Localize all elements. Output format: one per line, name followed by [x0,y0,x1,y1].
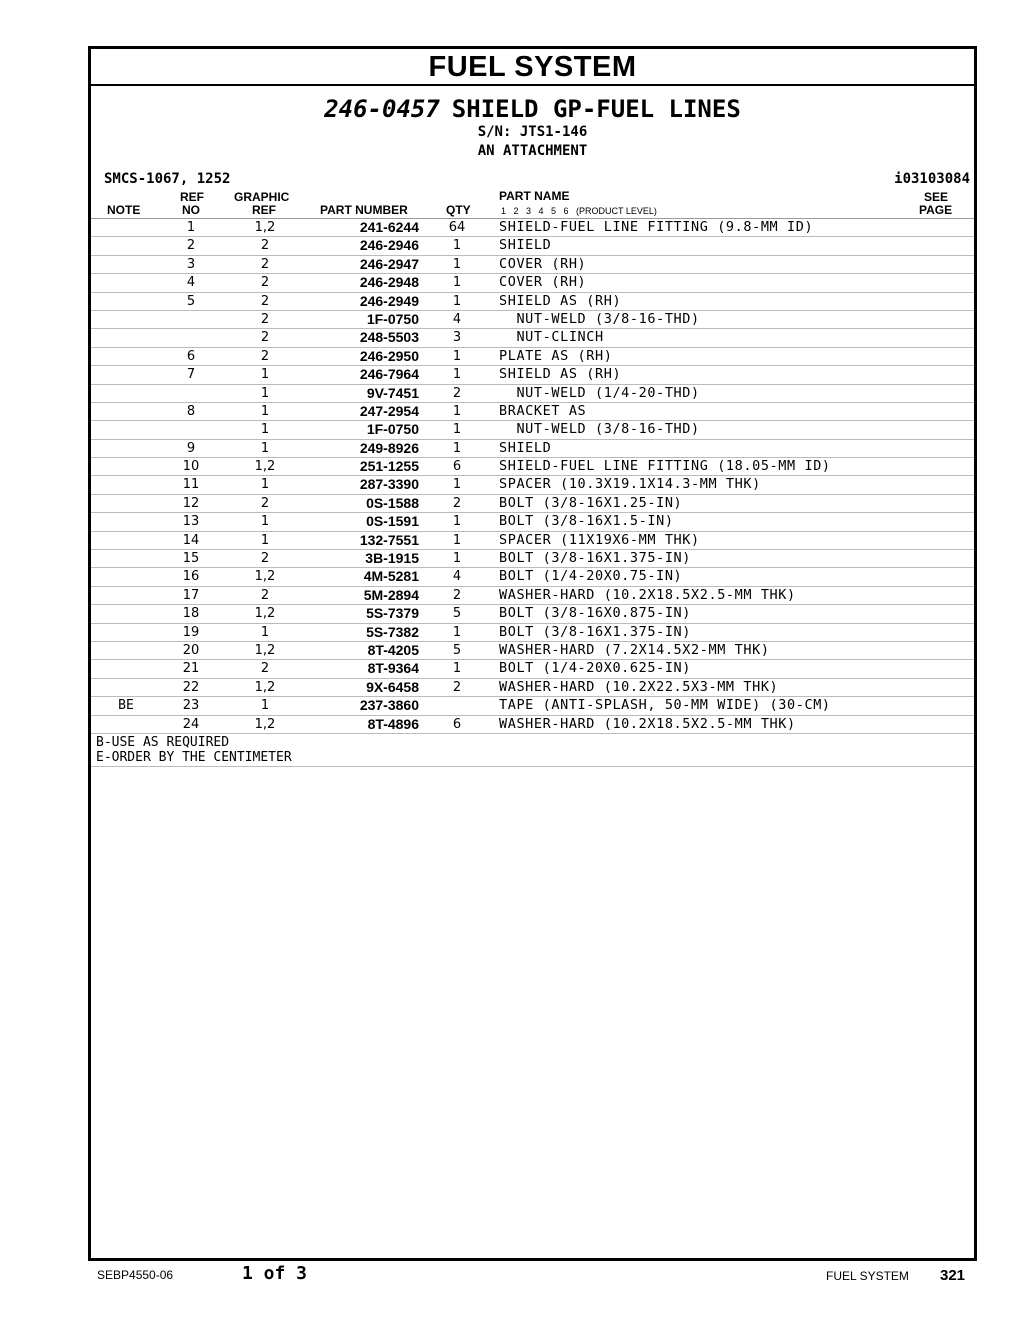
table-row [91,403,974,421]
row-ref-number: 4 [186,275,196,291]
row-part-number: 246-7964 [359,366,419,383]
row-graphic-ref: 2 [260,661,270,677]
row-ref-number: 19 [182,624,200,640]
row-part-number: 246-2950 [359,347,419,364]
table-row [91,458,974,476]
table-header [91,190,974,219]
row-part-number: 237-3860 [359,697,419,714]
row-graphic-ref: 1 [260,477,270,493]
table-row [91,385,974,403]
table-row [91,624,974,642]
row-part-name: WASHER-HARD (10.2X22.5X3-MM THK) [499,678,779,695]
row-graphic-ref: 1,2 [254,716,276,732]
row-qty: 1 [452,514,462,530]
row-part-name: BOLT (1/4-20X0.625-IN) [499,660,692,677]
row-part-number: 247-2954 [359,402,419,419]
row-part-number: 0S-1588 [366,494,419,511]
row-ref-number: 6 [186,348,196,364]
row-qty: 64 [448,220,466,235]
row-qty: 1 [452,477,462,493]
row-part-name: NUT-WELD (1/4-20-THD) [499,384,700,401]
row-graphic-ref: 2 [260,495,270,511]
row-ref-number: 21 [182,661,200,677]
smcs-code: SMCS-1067, 1252 [104,171,231,187]
row-part-name: SHIELD [499,439,552,456]
row-ref-number: 20 [182,642,200,658]
row-graphic-ref: 1 [260,440,270,456]
row-ref-number: 16 [182,569,200,585]
row-part-name: COVER (RH) [499,274,587,291]
header-graphic-top: GRAPHIC [234,190,290,204]
row-qty: 2 [452,587,462,603]
row-ref-number: 7 [186,367,196,383]
header-qty: QTY [446,203,471,217]
row-qty: 1 [452,440,462,456]
row-qty: 6 [452,459,462,475]
row-qty: 4 [452,311,462,327]
table-row [91,274,974,292]
section-title: FUEL SYSTEM [91,49,974,86]
header-graphic-bottom: REF [252,203,276,217]
row-qty: 2 [452,495,462,511]
row-ref-number: 22 [182,679,200,695]
table-row [91,679,974,697]
row-part-number: 251-1255 [359,458,419,475]
row-part-name: PLATE AS (RH) [499,347,613,364]
row-ref-number: 2 [186,238,196,254]
row-qty: 1 [452,256,462,272]
row-ref-number: 12 [182,495,200,511]
row-qty: 2 [452,679,462,695]
row-part-name: NUT-CLINCH [499,329,604,346]
row-part-number: 132-7551 [359,531,419,548]
notes-block [91,734,974,767]
row-graphic-ref: 1 [260,403,270,419]
row-graphic-ref: 1,2 [254,459,276,475]
row-part-number: 248-5503 [359,329,419,346]
row-qty: 1 [452,275,462,291]
group-number: 246-0457 [324,95,440,123]
row-ref-number: 9 [186,440,196,456]
row-graphic-ref: 2 [260,587,270,603]
row-graphic-ref: 2 [260,551,270,567]
row-part-number: 8T-9364 [367,660,419,677]
row-part-name: BOLT (3/8-16X1.5-IN) [499,513,674,530]
row-graphic-ref: 1 [260,422,270,438]
row-part-number: 246-2946 [359,237,419,254]
table-row [91,642,974,660]
table-row [91,587,974,605]
row-ref-number: 14 [182,532,200,548]
row-ref-number: 5 [186,293,196,309]
row-qty: 2 [452,385,462,401]
row-graphic-ref: 2 [260,238,270,254]
row-graphic-ref: 1 [260,532,270,548]
row-part-name: BOLT (1/4-20X0.75-IN) [499,568,683,585]
table-row [91,476,974,494]
page-footer [0,1262,1020,1286]
row-qty: 6 [452,716,462,732]
row-qty: 1 [452,661,462,677]
row-graphic-ref: 2 [260,311,270,327]
row-part-name: BRACKET AS [499,402,587,419]
row-qty: 1 [452,403,462,419]
row-qty: 1 [452,293,462,309]
header-part-number: PART NUMBER [320,203,408,217]
row-ref-number: 15 [182,551,200,567]
row-part-name: WASHER-HARD (10.2X18.5X2.5-MM THK) [499,715,796,732]
row-part-name: BOLT (3/8-16X1.375-IN) [499,623,692,640]
footer-page-of: 1 of 3 [242,1263,308,1284]
table-row [91,348,974,366]
row-part-name: SPACER (10.3X19.1X14.3-MM THK) [499,476,761,493]
row-ref-number: 3 [186,256,196,272]
note-line: E-ORDER BY THE CENTIMETER [96,749,292,765]
row-part-number: 9V-7451 [366,384,419,401]
row-part-number: 3B-1915 [365,550,419,567]
row-part-number: 5M-2894 [363,586,419,603]
row-part-name: COVER (RH) [499,255,587,272]
row-graphic-ref: 1,2 [254,606,276,622]
parts-table [91,219,974,734]
footer-page-number: 321 [940,1267,966,1284]
row-qty: 1 [452,624,462,640]
row-part-name: SHIELD AS (RH) [499,366,622,383]
row-part-number: 5S-7382 [366,623,419,640]
row-part-number: 241-6244 [359,219,419,235]
group-title [91,95,974,123]
row-part-number: 5S-7379 [366,605,419,622]
row-part-number: 8T-4205 [367,641,419,658]
row-graphic-ref: 1,2 [254,679,276,695]
footer-doc-number: SEBP4550-06 [97,1268,174,1282]
row-part-number: 0S-1591 [366,513,419,530]
row-ref-number: 1 [186,220,196,235]
row-part-number: 9X-6458 [366,678,419,695]
header-note: NOTE [107,203,141,217]
row-part-number: 1F-0750 [366,310,419,327]
row-qty: 4 [452,569,462,585]
row-graphic-ref: 1,2 [254,569,276,585]
row-part-name: WASHER-HARD (10.2X18.5X2.5-MM THK) [499,586,796,603]
header-ref-bottom: NO [182,203,200,217]
header-see-top: SEE [924,190,949,204]
row-part-name: WASHER-HARD (7.2X14.5X2-MM THK) [499,641,770,658]
row-part-name: SHIELD-FUEL LINE FITTING (9.8-MM ID) [499,219,814,235]
row-qty: 1 [452,367,462,383]
row-qty: 3 [452,330,462,346]
row-part-name: SHIELD [499,237,552,254]
row-ref-number: 23 [182,698,200,714]
table-row [91,421,974,439]
table-row [91,550,974,568]
row-ref-number: 10 [182,459,200,475]
table-row [91,293,974,311]
smcs-row [91,168,974,190]
table-row [91,366,974,384]
group-name: SHIELD GP-FUEL LINES [451,95,741,123]
row-part-name: BOLT (3/8-16X1.375-IN) [499,550,692,567]
row-graphic-ref: 1 [260,514,270,530]
row-qty: 1 [452,348,462,364]
serial-number: S/N: JTS1-146 [477,124,588,140]
row-qty: 1 [452,238,462,254]
row-graphic-ref: 2 [260,275,270,291]
table-row [91,237,974,255]
row-graphic-ref: 1 [260,367,270,383]
row-note: BE [118,698,134,714]
row-part-name: SHIELD-FUEL LINE FITTING (18.05-MM ID) [499,458,831,475]
row-part-number: 246-2949 [359,292,419,309]
row-part-number: 287-3390 [359,476,419,493]
row-graphic-ref: 1 [260,624,270,640]
row-qty: 5 [452,606,462,622]
row-ref-number: 24 [182,716,200,732]
row-part-name: SHIELD AS (RH) [499,292,622,309]
row-part-name: TAPE (ANTI-SPLASH, 50-MM WIDE) (30-CM) [499,697,831,714]
row-part-number: 1F-0750 [366,421,419,438]
row-qty: 1 [452,532,462,548]
row-part-number: 249-8926 [359,439,419,456]
row-qty: 5 [452,642,462,658]
row-qty: 1 [452,551,462,567]
row-qty: 1 [452,422,462,438]
row-ref-number: 8 [186,403,196,419]
row-graphic-ref: 2 [260,348,270,364]
table-row [91,605,974,623]
table-row [91,256,974,274]
table-row [91,716,974,734]
row-ref-number: 17 [182,587,200,603]
row-graphic-ref: 1,2 [254,220,276,235]
row-graphic-ref: 1,2 [254,642,276,658]
row-graphic-ref: 2 [260,293,270,309]
note-line: B-USE AS REQUIRED [96,734,230,750]
group-type: AN ATTACHMENT [477,143,588,159]
header-ref-top: REF [180,190,204,204]
table-row [91,697,974,715]
table-row [91,660,974,678]
document-id: i03103084 [894,171,970,187]
table-row [91,440,974,458]
row-ref-number: 18 [182,606,200,622]
table-row [91,495,974,513]
row-part-number: 8T-4896 [367,715,419,732]
table-row [91,532,974,550]
table-row [91,329,974,347]
row-part-name: BOLT (3/8-16X1.25-IN) [499,494,683,511]
row-part-number: 246-2947 [359,255,419,272]
table-row [91,568,974,586]
footer-section: FUEL SYSTEM [826,1269,909,1283]
header-see-bottom: PAGE [919,203,953,217]
row-graphic-ref: 2 [260,256,270,272]
table-row [91,513,974,531]
row-part-number: 4M-5281 [363,568,419,585]
row-ref-number: 13 [182,514,200,530]
table-row [91,311,974,329]
row-part-number: 246-2948 [359,274,419,291]
row-graphic-ref: 1 [260,385,270,401]
row-graphic-ref: 2 [260,330,270,346]
page-frame [88,46,977,1261]
row-graphic-ref: 1 [260,698,270,714]
header-part-name: PART NAME [499,189,570,203]
header-product-level: 1 2 3 4 5 6 (PRODUCT LEVEL) [501,206,657,216]
row-part-name: NUT-WELD (3/8-16-THD) [499,310,700,327]
row-part-name: BOLT (3/8-16X0.875-IN) [499,605,692,622]
row-part-name: SPACER (11X19X6-MM THK) [499,531,700,548]
row-part-name: NUT-WELD (3/8-16-THD) [499,421,700,438]
row-ref-number: 11 [182,477,200,493]
table-row [91,219,974,237]
